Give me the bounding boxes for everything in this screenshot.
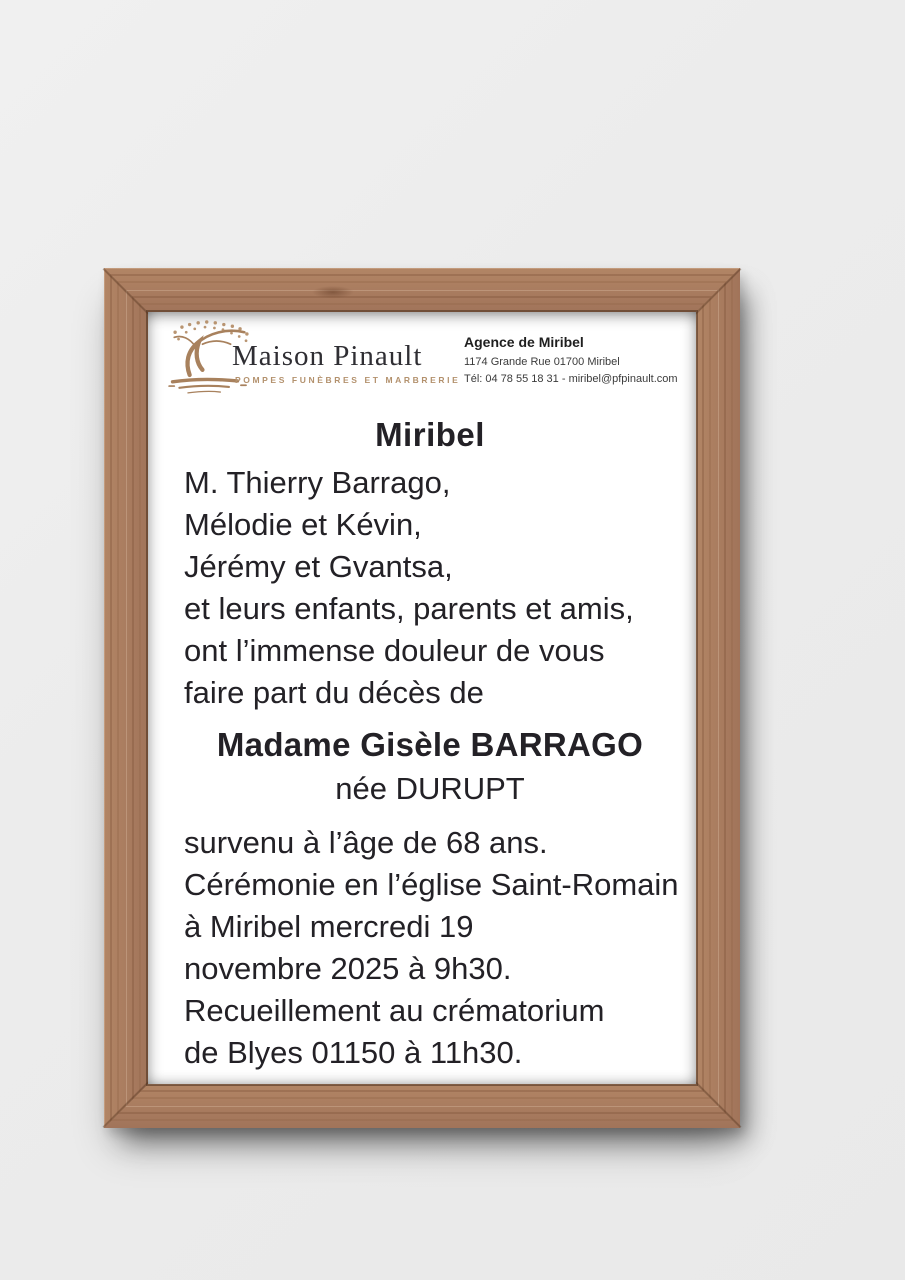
wooden-frame — [104, 268, 740, 1128]
family-line: M. Thierry Barrago, — [184, 465, 451, 500]
notice-title: Miribel — [375, 416, 485, 453]
frame-left-rail — [104, 268, 148, 1128]
detail-line: à Miribel mercredi 19 — [184, 909, 474, 944]
obituary-text — [184, 414, 679, 1074]
detail-line: survenu à l’âge de 68 ans. — [184, 825, 548, 860]
frame-top-rail — [104, 268, 740, 312]
family-line: et leurs enfants, parents et amis, — [184, 591, 634, 626]
family-line: Jérémy et Gvantsa, — [184, 549, 453, 584]
obituary-notice — [148, 312, 696, 1084]
agency-contact: Tél: 04 78 55 18 31 - miribel@pfpinault.com — [464, 372, 678, 385]
family-line: faire part du décès de — [184, 675, 484, 710]
detail-line: Cérémonie en l’église Saint-Romain — [184, 867, 679, 902]
frame-right-rail — [696, 268, 740, 1128]
deceased-name: Madame Gisèle BARRAGO — [216, 726, 644, 763]
agency-title: Agence de Miribel — [464, 334, 584, 350]
detail-line: de Blyes 01150 à 11h30. — [184, 1035, 523, 1070]
deceased-maiden-name: née DURUPT — [335, 771, 525, 806]
ceremony-details — [184, 822, 679, 1074]
detail-line: novembre 2025 à 9h30. — [184, 951, 512, 986]
detail-line: Recueillement au crématorium — [184, 993, 605, 1028]
family-line: Mélodie et Kévin, — [184, 507, 422, 542]
brand-tagline: POMPES FUNÈBRES ET MARBRERIE — [235, 375, 461, 385]
frame-bottom-rail — [104, 1084, 740, 1128]
family-line: ont l’immense douleur de vous — [184, 633, 605, 668]
brand-name: Maison Pinault — [232, 340, 423, 372]
agency-address: 1174 Grande Rue 01700 Miribel — [464, 356, 620, 368]
agency-block — [464, 334, 694, 387]
